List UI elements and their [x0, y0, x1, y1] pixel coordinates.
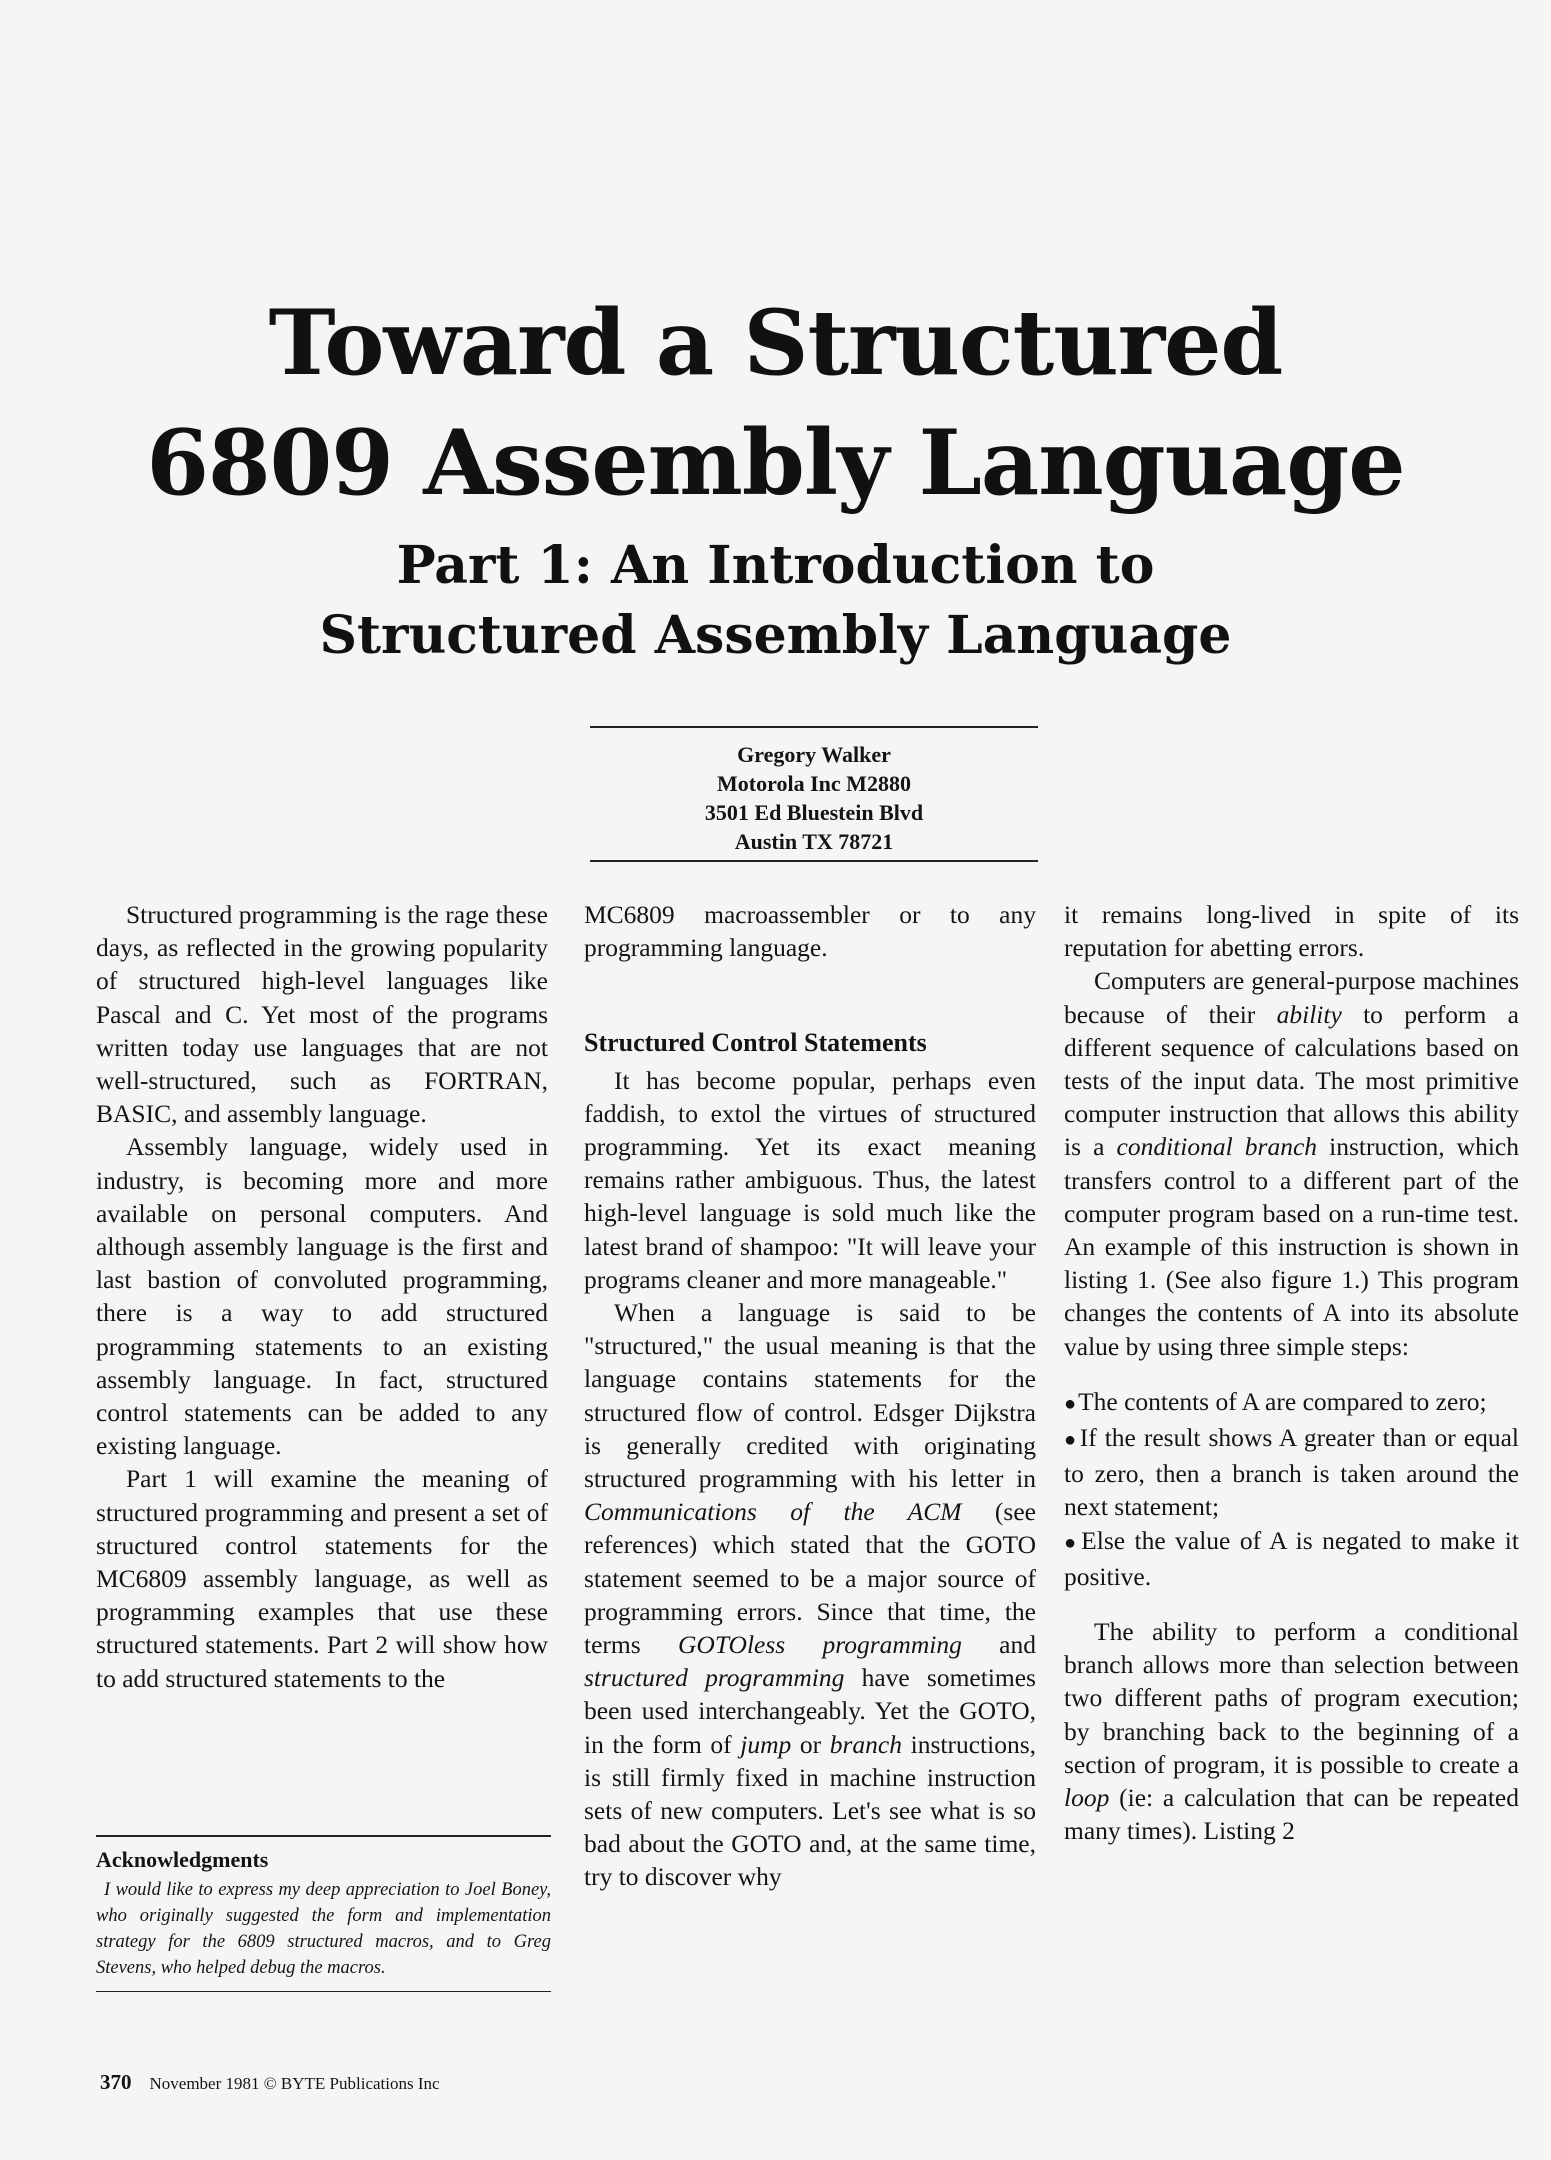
- list-item: ●Else the value of A is negated to make it positive.: [1064, 1525, 1519, 1591]
- author-city: Austin TX 78721: [734, 829, 894, 854]
- acknowledgments-bottom-rule: [96, 1991, 551, 1993]
- bullet-icon: ●: [1064, 1392, 1077, 1415]
- paragraph: Part 1 will examine the meaning of structured programming and present a set of structured control statements for the MC6809 assembly language, as well as programming examples that use these structured statements. Part 2 will show how to add structured statements to the: [96, 1464, 548, 1693]
- article-title-line-2: 6809 Assembly Language: [146, 410, 1405, 516]
- author-org: Motorola Inc M2880: [717, 771, 911, 796]
- paragraph: Computers are general-purpose machines because of their ability to perform a different sequence of calculations based on tests of the input data. The most primitive computer instruction that allows this ability is a conditional branch instruction, which transfers control to a different part of the computer program based on a run-time test. An example of this instruction is shown in listing 1. (See also figure 1.) This program changes the contents of A into its absolute value by using three simple steps:: [1064, 966, 1519, 1361]
- acknowledgments-text: I would like to express my deep appreciation to Joel Boney, who originally suggested the form and implementation strategy for the 6809 structured macros, and to Greg Stevens, who helped debug the macros.: [96, 1879, 551, 1978]
- page-number: 370: [100, 2070, 132, 2094]
- paragraph: MC6809 macroassembler or to any programming language.: [584, 900, 1036, 963]
- paragraph: When a language is said to be "structured," the usual meaning is that the language contains statements for the structured flow of control. Edsger Dijkstra is generally credited with originating structured programming with his letter in Communications of the ACM (see references) which stated that the GOTO statement seemed to be a major source of programming errors. Since that time, the terms GOTOless programming and structured programming have sometimes been used interchangeably. Yet the GOTO, in the form of jump or branch instructions, is still firmly fixed in machine instruction sets of new computers. Let's see what is so bad about the GOTO and, at the same time, try to discover why: [584, 1298, 1036, 1892]
- list-item: ●If the result shows A greater than or equal to zero, then a branch is taken around the next statement;: [1064, 1423, 1519, 1522]
- article-subtitle-line-1: Part 1: An Introduction to: [396, 535, 1155, 596]
- bullet-icon: ●: [1064, 1531, 1080, 1554]
- section-heading: Structured Control Statements: [584, 1028, 927, 1058]
- bullet-list: [1064, 1385, 1519, 1593]
- bullet-icon: ●: [1064, 1429, 1078, 1452]
- column-1: [96, 898, 548, 1695]
- article-title-line-1: Toward a Structured: [268, 290, 1283, 396]
- paragraph: It has become popular, perhaps even faddish, to extol the virtues of structured programming. Yet its exact meaning remains rather ambiguous. Thus, the latest high-level language is sold much like the latest brand of shampoo: "It will leave your programs cleaner and more manageable.": [584, 1065, 1036, 1294]
- author-name: Gregory Walker: [737, 742, 891, 767]
- paragraph: The ability to perform a conditional branch allows more than selection between two different paths of program execution; by branching back to the beginning of a section of program, it is possible to create a loop (ie: a calculation that can be repeated many times). Listing 2: [1064, 1617, 1519, 1846]
- article-subtitle-line-2: Structured Assembly Language: [319, 605, 1232, 666]
- byline-top-rule: [590, 726, 1038, 728]
- acknowledgments-top-rule: [96, 1835, 551, 1837]
- paragraph: Assembly language, widely used in industry, is becoming more and more available on personal computers. And although assembly language is the first and last bastion of convoluted programming, there is a way to add structured programming statements to an existing assembly language. In fact, structured control statements can be added to any existing language.: [96, 1132, 548, 1461]
- list-item: ●The contents of A are compared to zero;: [1064, 1386, 1487, 1416]
- page-footer: [100, 2070, 440, 2095]
- footer-text: November 1981 © BYTE Publications Inc: [149, 2074, 440, 2093]
- byline-bottom-rule: [590, 860, 1038, 862]
- acknowledgments-heading: Acknowledgments: [96, 1846, 269, 1872]
- paragraph: Structured programming is the rage these days, as reflected in the growing popularity of structured high-level languages like Pascal and C. Yet most of the programs written today use languages that are not well-structured, such as FORTRAN, BASIC, and assembly language.: [96, 900, 548, 1129]
- column-2: [584, 898, 1036, 1894]
- acknowledgments-box: [96, 1835, 551, 1992]
- paragraph: it remains long-lived in spite of its reputation for abetting errors.: [1064, 900, 1519, 963]
- byline: [590, 740, 1038, 856]
- author-street: 3501 Ed Bluestein Blvd: [704, 800, 924, 825]
- column-3: [1064, 898, 1519, 1847]
